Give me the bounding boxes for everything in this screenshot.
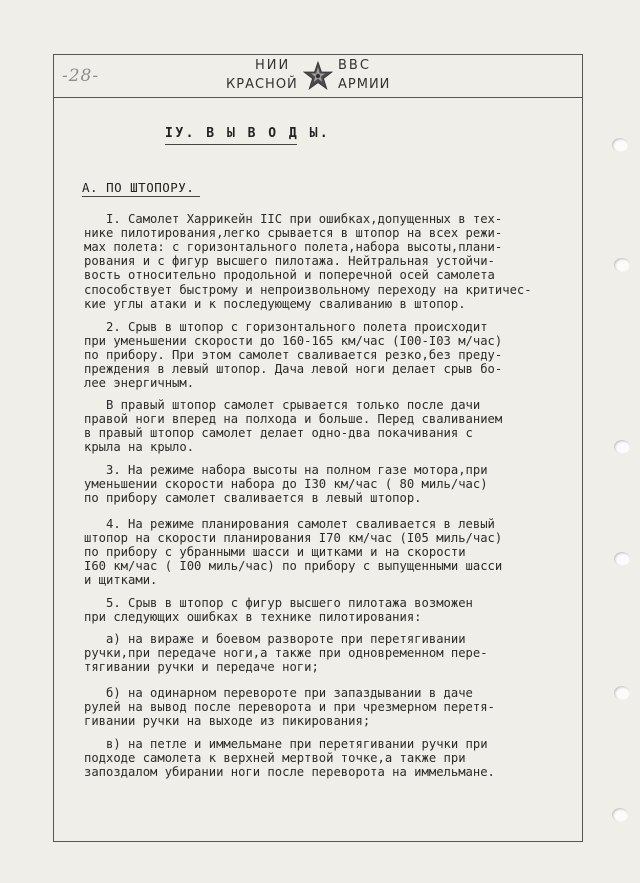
subheading-underline (82, 196, 200, 197)
body-text-line: лее энергичным. (84, 376, 195, 390)
body-text-line: рования и с фигур высшего пилотажа. Нейтральная устойчи- (84, 254, 495, 268)
page-number: -28- (62, 66, 100, 86)
body-text-line: I. Самолет Харрикейн IIС при ошибках,допущенных в тех- (84, 212, 503, 226)
institution-armii: АРМИИ (338, 77, 391, 92)
body-text-line: нике пилотирования,легко срывается в штопор на всех режи- (84, 226, 503, 240)
institution-nii: НИИ (255, 58, 291, 73)
body-text-line: мах полета: с горизонтального полета,набора высоты,плани- (84, 240, 503, 254)
body-text-line: в) на петле и иммельмане при перетягивании ручки при (84, 737, 488, 751)
body-text-line: способствует быстрому и непроизвольному переходу на критичес- (84, 283, 532, 297)
binder-hole (612, 138, 628, 152)
body-text-line: уменьшении скорости набора до I30 км/час ( 80 миль/час) (84, 477, 488, 491)
binder-hole (614, 686, 630, 700)
body-text-line: рулей на вывод после переворота и при чрезмерном перетя- (84, 700, 495, 714)
binder-hole (614, 552, 630, 566)
binder-holes (600, 0, 640, 883)
body-text-line: правой ноги вперед на полхода и больше. Перед сваливанием (84, 412, 503, 426)
body-text-line: а) на вираже и боевом развороте при перетягивании (84, 632, 466, 646)
body-text-line: вость относительно продольной и поперечной осей самолета (84, 268, 495, 282)
body-text-line: и щитками. (84, 573, 158, 587)
section-heading: IУ. В Ы В О Д Ы. (165, 126, 331, 141)
body-text-line: 4. На режиме планирования самолет сваливается в левый (84, 517, 495, 531)
subsection-heading: А. ПО ШТОПОРУ. (82, 180, 195, 195)
institution-vvs: ВВС (338, 58, 371, 73)
body-text-line: преждения в левый штопор. Дача левой ноги делает срыв бо- (84, 362, 503, 376)
body-text-line: подходе самолета к верхней мертвой точке,а также при (84, 751, 466, 765)
body-text-line: ручки,при передаче ноги,а также при одновременном пере- (84, 646, 488, 660)
red-star-icon (303, 61, 333, 91)
body-text-line: при уменьшении скорости до 160-165 км/час (I00-I03 м/час) (84, 334, 503, 348)
body-text-line: запоздалом убирании ноги после переворота на иммельмане. (84, 765, 495, 779)
header-divider (53, 97, 582, 98)
body-text-line: по прибору самолет сваливается в левый штопор. (84, 491, 422, 505)
heading-underline (165, 144, 297, 145)
body-text-line: штопор на скорости планирования I70 км/час (I05 миль/час) (84, 531, 503, 545)
body-text-line: 2. Срыв в штопор с горизонтального полета происходит (84, 320, 488, 334)
body-text-line: крыла на крыло. (84, 440, 195, 454)
body-text-line: по прибору. При этом самолет сваливается резко,без преду- (84, 348, 503, 362)
body-text-line: 3. На режиме набора высоты на полном газе мотора,при (84, 463, 488, 477)
binder-hole (614, 258, 630, 272)
body-text-line: гивании ручки на выходе из пикирования; (84, 714, 371, 728)
body-text-line: в правый штопор самолет делает одно-два покачивания с (84, 426, 473, 440)
binder-hole (612, 808, 628, 822)
body-text-line: при следующих ошибках в технике пилотирования: (84, 610, 422, 624)
binder-hole (614, 440, 630, 454)
body-text-line: 5. Срыв в штопор с фигур высшего пилотажа возможен (84, 596, 473, 610)
institution-krasnoy: КРАСНОЙ (226, 77, 298, 92)
body-text-line: б) на одинарном перевороте при запаздывании в даче (84, 686, 473, 700)
body-text-line: тягивании ручки и передаче ноги; (84, 660, 319, 674)
body-text-line: В правый штопор самолет срывается только после дачи (84, 398, 481, 412)
body-text-line: по прибору с убранными шасси и щитками и на скорости (84, 545, 466, 559)
body-text-line: I60 км/час ( I00 миль/час) по прибору с выпущенными шасси (84, 559, 503, 573)
body-text-line: кие углы атаки и к последующему сваливанию в штопор. (84, 297, 466, 311)
